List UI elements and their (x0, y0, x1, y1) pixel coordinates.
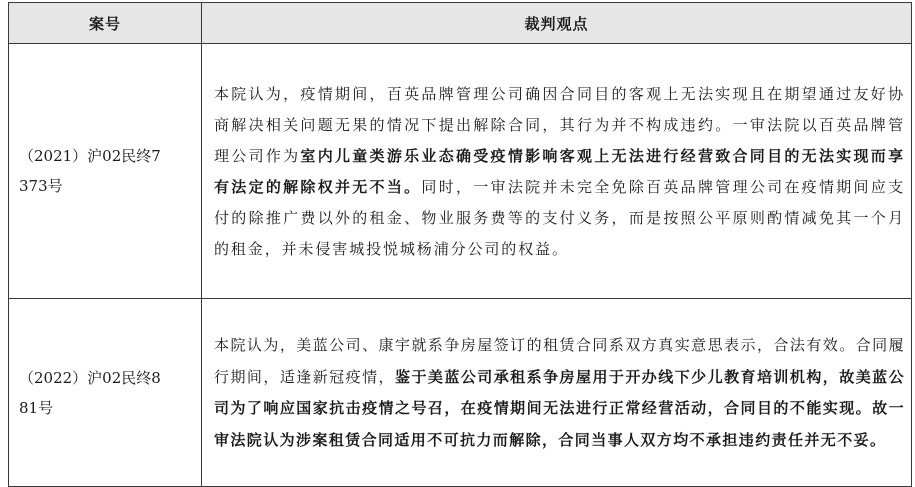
case-number-line: 81号 (19, 398, 54, 417)
table-row (9, 44, 912, 299)
case-number-line: 373号 (19, 177, 63, 195)
case-number-line: （2022）沪02民终8 (19, 368, 161, 387)
view-text: 本院认为，疫情期间，百英品牌管理公司确因合同目的客观上无法实现且在期望通过友好协商解决相关问题无果的情况下提出解除合同，其行为并不构成违约。一审法院以百英品牌管理公司作为 (214, 84, 905, 165)
header-case-no: 案号 (9, 3, 202, 44)
case-number-line: （2021）沪02民终7 (19, 147, 161, 165)
view-text: 同时，一审法院并未完全免除百英品牌管理公司在疫情期间应支付的除推广费以外的租金、物业服务费等的支付义务，而是按照公平原则酌情减免其一个月的租金，并未侵害城投悦城杨浦分公司的权益。 (214, 177, 905, 258)
header-judgment-view: 裁判观点 (202, 3, 912, 44)
judgment-view-cell (202, 299, 912, 487)
view-text: 本院认为，美蓝公司、康宇就系争房屋签订的租赁合同系双方真实意思表示，合法有效。合同履行期间，适逢新冠疫情， (214, 336, 905, 386)
case-number-cell (9, 44, 202, 299)
view-text-emphasis: 室内儿童类游乐业态确受疫情影响客观上无法进行经营致合同目的无法实现而享有法定的解除权并无不当。 (214, 146, 905, 196)
table-row (9, 299, 912, 487)
judgment-table (8, 2, 912, 487)
table-header-row (9, 3, 912, 44)
view-text-emphasis: 鉴于美蓝公司承租系争房屋用于开办线下少儿教育培训机构，故美蓝公司为了响应国家抗击疫情之号召，在疫情期间无法进行正常经营活动，合同目的不能实现。故一审法院认为涉案租赁合同适用不可抗力而解除，合同当事人双方均不承担违约责任并无不妥。 (214, 367, 906, 449)
case-number-cell (9, 299, 202, 487)
judgment-view-cell (202, 44, 912, 299)
